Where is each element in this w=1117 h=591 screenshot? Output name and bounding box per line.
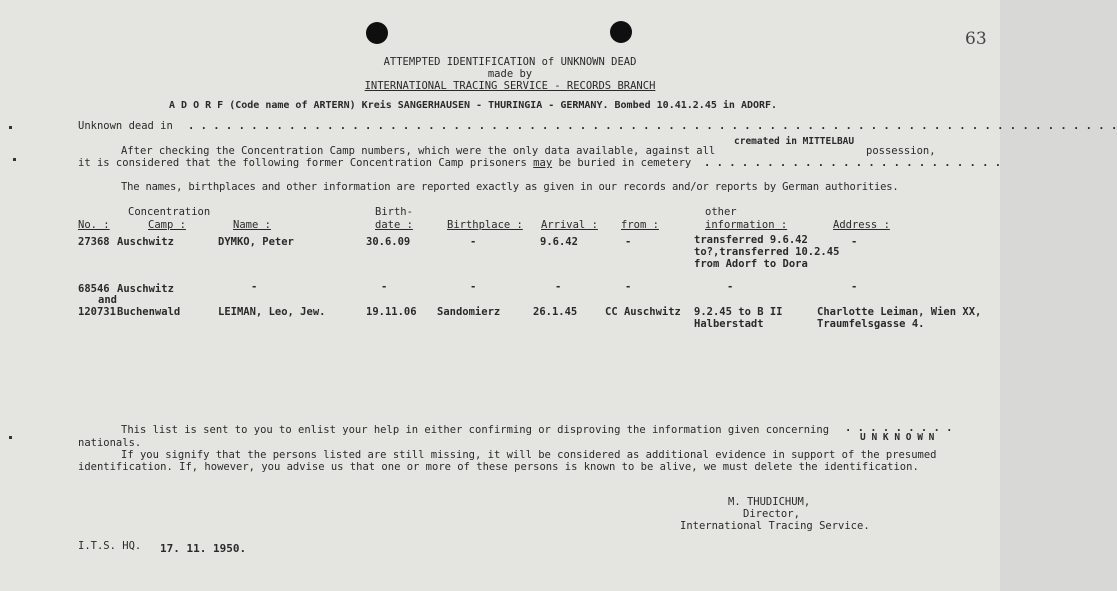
header-birthdate-top: Birth- [375, 206, 413, 218]
row1-no: 27368 [78, 236, 110, 248]
row2-name: - [251, 281, 258, 293]
row2-info: - [727, 281, 734, 293]
header-birthplace: Birthplace : [447, 219, 523, 231]
unknown-dead-label: Unknown dead in [78, 120, 173, 132]
header-address: Address : [833, 219, 890, 231]
closing-line-2: If you signify that the persons listed are still missing, it will be considered as additional evidence in support of the presumed [121, 449, 937, 461]
closing-line-3: identification. If, however, you advise us that one or more of these persons is known to be alive, we must delete the identification. [78, 461, 919, 473]
row1-from: - [625, 236, 632, 248]
row3-from: CC Auschwitz [605, 306, 681, 318]
row2-from: - [625, 281, 632, 293]
closing-nationals: nationals. [78, 437, 142, 449]
para1-line2-a: it is considered that the following former Concentration Camp prisoners [78, 157, 527, 169]
margin-mark [13, 158, 16, 161]
row3-no: 120731 [78, 306, 116, 318]
dotted-leader: . . . . . . . . . . . . . . . . . . . . . . . . [704, 157, 1002, 169]
footer-date: 17. 11. 1950. [160, 542, 247, 555]
row2-camp: Auschwitz [117, 283, 174, 295]
row2-arrival: - [555, 281, 562, 293]
row3-info-1: 9.2.45 to B II [694, 306, 783, 318]
para1-line2 [78, 157, 691, 169]
row1-camp: Auschwitz [117, 236, 174, 248]
signature-org: International Tracing Service. [680, 520, 870, 532]
title-line-3: INTERNATIONAL TRACING SERVICE - RECORDS BRANCH [364, 80, 656, 92]
header-arrival: Arrival : [541, 219, 598, 231]
punch-hole-right [610, 21, 632, 43]
para1-line1-end: possession, [866, 145, 936, 157]
header-camp-top: Concentration [128, 206, 211, 218]
row3-birthdate: 19.11.06 [366, 306, 417, 318]
row2-address: - [851, 281, 858, 293]
signature-title: Director, [743, 508, 800, 520]
title-line-2: made by [487, 68, 533, 80]
row1-arrival: 9.6.42 [540, 236, 578, 248]
row3-arrival: 26.1.45 [533, 306, 578, 318]
overtyped-cremated: cremated in MITTELBAU [734, 136, 855, 147]
row1-address: - [851, 236, 858, 248]
para2: The names, birthplaces and other information are reported exactly as given in our records and/or reports by German authorities. [121, 181, 899, 193]
dotted-leader: . . . . . . . . . [845, 422, 953, 434]
row2-no: 68546 [78, 283, 110, 295]
header-other: information : [705, 219, 788, 231]
place-line: A D O R F (Code name of ARTERN) Kreis SANGERHAUSEN - THURINGIA - GERMANY. Bombed 10.41.2.45 in ADORF. [169, 100, 778, 111]
row1-birthplace: - [470, 236, 477, 248]
header-no: No. : [78, 219, 110, 231]
header-name: Name : [233, 219, 271, 231]
title-line-1: ATTEMPTED IDENTIFICATION of UNKNOWN DEAD [383, 56, 637, 68]
row3-birthplace: Sandomierz [437, 306, 501, 318]
row2-and: and [98, 294, 117, 306]
margin-mark [9, 126, 12, 129]
header-birthdate: date : [375, 219, 413, 231]
header-camp: Camp : [148, 219, 186, 231]
margin-mark [9, 436, 12, 439]
row1-info-2: to?,transferred 10.2.45 [694, 246, 840, 258]
row3-info-2: Halberstadt [694, 318, 764, 330]
signature-name: M. THUDICHUM, [728, 496, 811, 508]
page-number: 63 [965, 29, 987, 49]
punch-hole-left [366, 22, 388, 44]
row2-birthdate: - [381, 281, 388, 293]
para1-may: may [533, 157, 553, 169]
row3-camp: Buchenwald [117, 306, 181, 318]
para1-line1: After checking the Concentration Camp numbers, which were the only data available, against all [121, 145, 716, 157]
row1-name: DYMKO, Peter [218, 236, 294, 248]
para1-line2-b: be buried in cemetery [558, 157, 692, 169]
closing-line-1: This list is sent to you to enlist your help in either confirming or disproving the information given concerning [121, 424, 830, 436]
row2-birthplace: - [470, 281, 477, 293]
header-other-top: other [705, 206, 737, 218]
row3-address-2: Traumfelsgasse 4. [817, 318, 925, 330]
header-from: from : [621, 219, 659, 231]
row3-address-1: Charlotte Leiman, Wien XX, [817, 306, 982, 318]
row1-info-1: transferred 9.6.42 [694, 234, 808, 246]
row3-name: LEIMAN, Leo, Jew. [218, 306, 326, 318]
dotted-leader: . . . . . . . . . . . . . . . . . . . . . . . . . . . . . . . . . . . . . . . . . . . . . . . . . . . . . . . . . . . . . . . . . . . . . . . . . . [188, 120, 1117, 132]
unknown-label: U N K N O W N [860, 432, 935, 443]
its-hq-label: I.T.S. HQ. [78, 540, 142, 552]
row1-info-3: from Adorf to Dora [694, 258, 808, 270]
row1-birthdate: 30.6.09 [366, 236, 411, 248]
